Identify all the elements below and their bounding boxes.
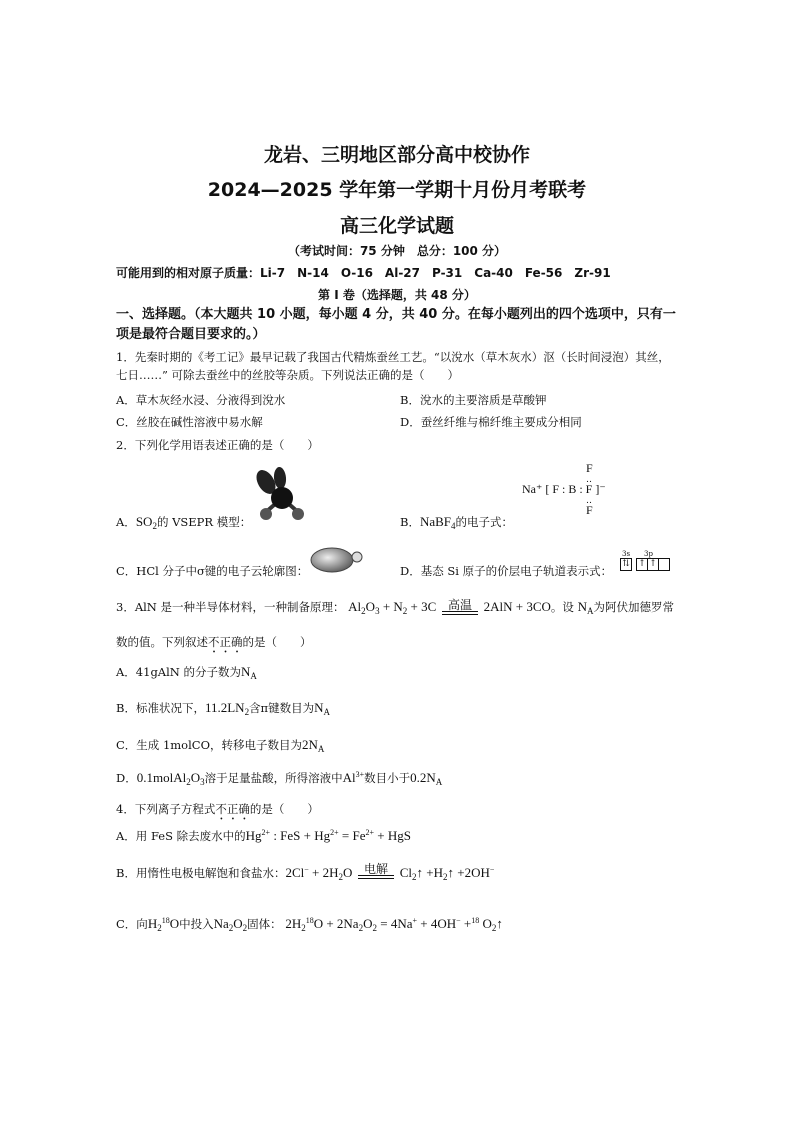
q2-option-b: B．NaBF$_4$的电子式： [400,514,514,531]
orbital-box-3p-2: ↑ [648,558,659,571]
exam-info: （考试时间：75 分钟 总分：100 分） [287,244,507,258]
q3-stem-line-2: 数的值。下列叙述不正确的是（ ） [116,635,312,649]
orbital-box-3p-1: ↑ [636,558,648,571]
so2-vsepr-model-image [254,466,310,526]
orbital-box-3s: ⇅ [620,558,632,571]
section-heading-line-2: 项是最符合题目要求的。） [116,327,266,342]
q2-option-d: D．基态 Si 原子的价层电子轨道表示式： [400,564,613,578]
title-line-3: 高三化学试题 [339,215,454,237]
q2-option-a: A．$SO_2$的 VSEPR 模型： [116,514,252,531]
q4-option-c: C．向$H_2^{18}O$中投入$Na_2O_2$固体： $2H_2^{18}O + 2Na_2O_2 = 4Na^+ + 4OH^- +^{18}$ $O_2↑$ [116,916,503,933]
title-line-2: 2024—2025 学年第一学期十月份月考联考 [207,179,587,201]
q1-option-b: B．涗水的主要溶质是草酸钾 [400,393,547,407]
atomic-masses: 可能用到的相对原子质量：Li-7 N-14 O-16 Al-27 P-31 Ca-40 Fe-56 Zr-91 [116,266,611,280]
section-heading-line-1: 一、选择题。（本大题共 10 小题，每小题 4 分，共 40 分。在每小题列出的四个选项中，只有一 [116,307,676,322]
q4-option-a: A．用 FeS 除去废水中的$Hg^{2+}$ : FeS + $Hg^{2+} = Fe^{2+}$ + HgS [116,828,411,843]
q1-option-a: A．草木灰经水浸、分液得到涗水 [116,393,286,407]
question-4-stem: 4．下列离子方程式不正确的是（ ） [116,802,319,816]
nabf4-electron-formula: F ‥ Na⁺ [ F : B : F ]⁻ ‥ F [522,461,606,517]
section-heading [116,305,696,345]
question-2-stem: 2．下列化学用语表述正确的是（ ） [116,438,319,452]
q1-option-c: C．丝胶在碱性溶液中易水解 [116,415,263,429]
q3-option-b: B．标准状况下，$11.2LN_2$含π键数目为$N_A$ [116,700,331,717]
part-title: 第 I 卷（选择题，共 48 分） [318,288,476,302]
q1-stem-line-2: 七日……” 可除去蚕丝中的丝胶等杂质。下列说法正确的是（ ） [116,368,460,382]
orbital-box-3p-3 [659,558,670,571]
question-1-stem [116,348,716,384]
q1-stem-line-1: 1．先秦时期的《考工记》最早记载了我国古代精炼蚕丝工艺。“以涗水（草木灰水）沤（长时间浸泡）其丝， [116,350,670,364]
q4-option-b: B．用惰性电极电解饱和食盐水：$2Cl^- + 2H_2O$ 电解 $Cl_2↑$ $+H_2↑ +2OH^-$ [116,862,495,882]
q3-option-a: A．41gAlN 的分子数为$N_A$ [116,664,257,681]
question-3-stem: 3．AlN 是一种半导体材料，一种制备原理： $Al_2O_3 + N_2 + 3C$ 高温 2AlN + 3CO。设 $N_A$为阿伏加德罗常 [116,598,674,616]
q3-option-d: D．$0.1molAl_2O_3$溶于足量盐酸，所得溶液中$Al^{3+}$数目小于$0.2N_A$ [116,770,443,787]
q3-option-c: C．生成 1molCO，转移电子数目为$2N_A$ [116,737,325,754]
q2-option-c: C．HCl 分子中σ键的电子云轮廓图： [116,564,309,578]
title-line-1: 龙岩、三明地区部分高中校协作 [263,144,530,166]
q1-option-d: D．蚕丝纤维与棉纤维主要成分相同 [400,415,582,429]
hcl-sigma-bond-cloud-image [310,546,366,574]
